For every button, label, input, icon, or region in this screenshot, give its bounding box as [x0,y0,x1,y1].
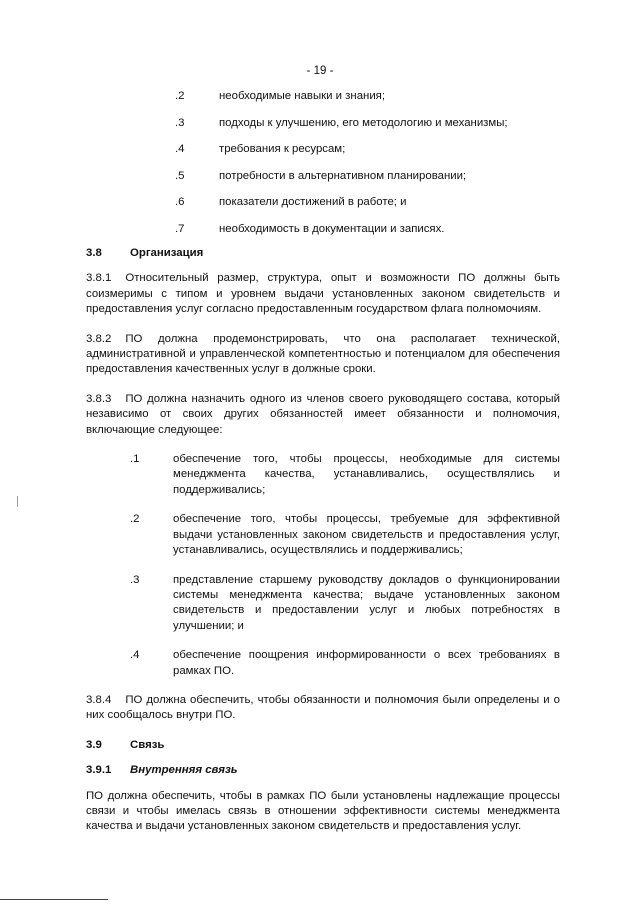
paragraph-number: 3.8.3 [86,392,112,405]
sublist-item-number: .6 [175,196,185,209]
section-heading-3-8 [86,246,560,261]
sublist-item [175,116,555,143]
section-number: 3.8 [86,247,102,259]
margin-mark [17,496,18,507]
paragraph-number: 3.8.4 [86,693,112,706]
section-heading-3-9 [86,738,560,753]
paragraph-text: Относительный размер, структура, опыт и возможности ПО должны быть соизмеримы с типом и уровнем выдачи установленных законом свидетельств и предоставления услуг согласно предоставленным государством флага полномочиям. [86,272,560,316]
list-item [86,452,560,498]
responsibilities-list [86,452,560,679]
continued-sublist [175,89,555,249]
bottom-rule [0,899,108,900]
section-title: Внутренняя связь [130,764,238,777]
sublist-item [175,169,555,196]
sublist-item-number: .4 [175,143,185,156]
sublist-item-text: подходы к улучшению, его методологию и механизмы; [219,116,508,129]
paragraph-3-8-3 [86,392,560,438]
section-number: 3.9.1 [86,764,112,777]
paragraph-3-9-1 [86,789,560,835]
sublist-item-number: .2 [175,90,185,102]
list-item-text: обеспечение того, чтобы процессы, необходимые для системы менеджмента качества, устанавливались, осуществлялись и поддерживались; [173,453,560,496]
paragraph-3-8-4 [86,693,560,724]
sublist-item-text: необходимые навыки и знания; [219,90,386,102]
sublist-item-text: требования к ресурсам; [219,143,346,156]
list-item-number: .3 [130,573,140,586]
sublist-item-number: .5 [175,169,185,182]
sublist-item-text: показатели достижений в работе; и [219,196,407,209]
list-item-text: обеспечение того, чтобы процессы, требуемые для эффективной выдачи установленных законом свидетельств и предоставления услуг, устанавливались, осуществлялись и поддерживались; [173,513,560,557]
sublist-item-text: необходимость в документации и записях. [219,222,445,235]
list-item [86,512,560,558]
section-title: Связь [130,738,165,751]
section-title: Организация [130,247,204,259]
list-item-number: .2 [130,513,140,526]
paragraph-text: ПО должна обеспечить, чтобы в рамках ПО были установлены надлежащие процессы связи и чтобы имелась связь в отношении эффективности системы менеджмента качества и выдачи установленных законом свидетельств и предоставления услуг. [86,789,560,833]
sublist-item-number: .7 [175,222,185,235]
page-number: - 19 - [306,65,334,77]
paragraph-number: 3.8.1 [86,272,112,285]
section-heading-3-9-1 [86,763,560,778]
list-item-text: представление старшему руководству докладов о функционировании системы менеджмента качества; выдаче установленных законом свидетельств и предоставлении услуг и любых потребностях в улучшении; и [173,573,560,632]
sublist-item [175,89,555,116]
sublist-item [175,142,555,169]
sublist-item [175,195,555,222]
list-item [86,648,560,679]
paragraph-text: ПО должна назначить одного из членов своего руководящего состава, который независимо от своих других обязанностей имеет обязанности и полномочия, включающие следующее: [86,392,560,436]
main-content [86,246,560,849]
paragraph-number: 3.8.2 [86,332,112,345]
sublist-item [175,222,555,249]
list-item-number: .1 [130,453,140,466]
sublist-item-number: .3 [175,116,185,129]
paragraph-text: ПО должна продемонстрировать, что она располагает технической, административной и управленческой компетентностью и потенциалом для обеспечения предоставления качественных услуг в должные сроки. [86,332,560,376]
paragraph-3-8-1 [86,271,560,317]
list-item-number: .4 [130,649,140,662]
list-item [86,573,560,635]
list-item-text: обеспечение поощрения информированности о всех требованиях в рамках ПО. [173,649,560,677]
section-number: 3.9 [86,738,102,751]
paragraph-text: ПО должна обеспечить, чтобы обязанности и полномочия были определены и о них сообщалось внутри ПО. [86,693,560,722]
paragraph-3-8-2 [86,332,560,378]
sublist-item-text: потребности в альтернативном планировании; [219,169,467,182]
